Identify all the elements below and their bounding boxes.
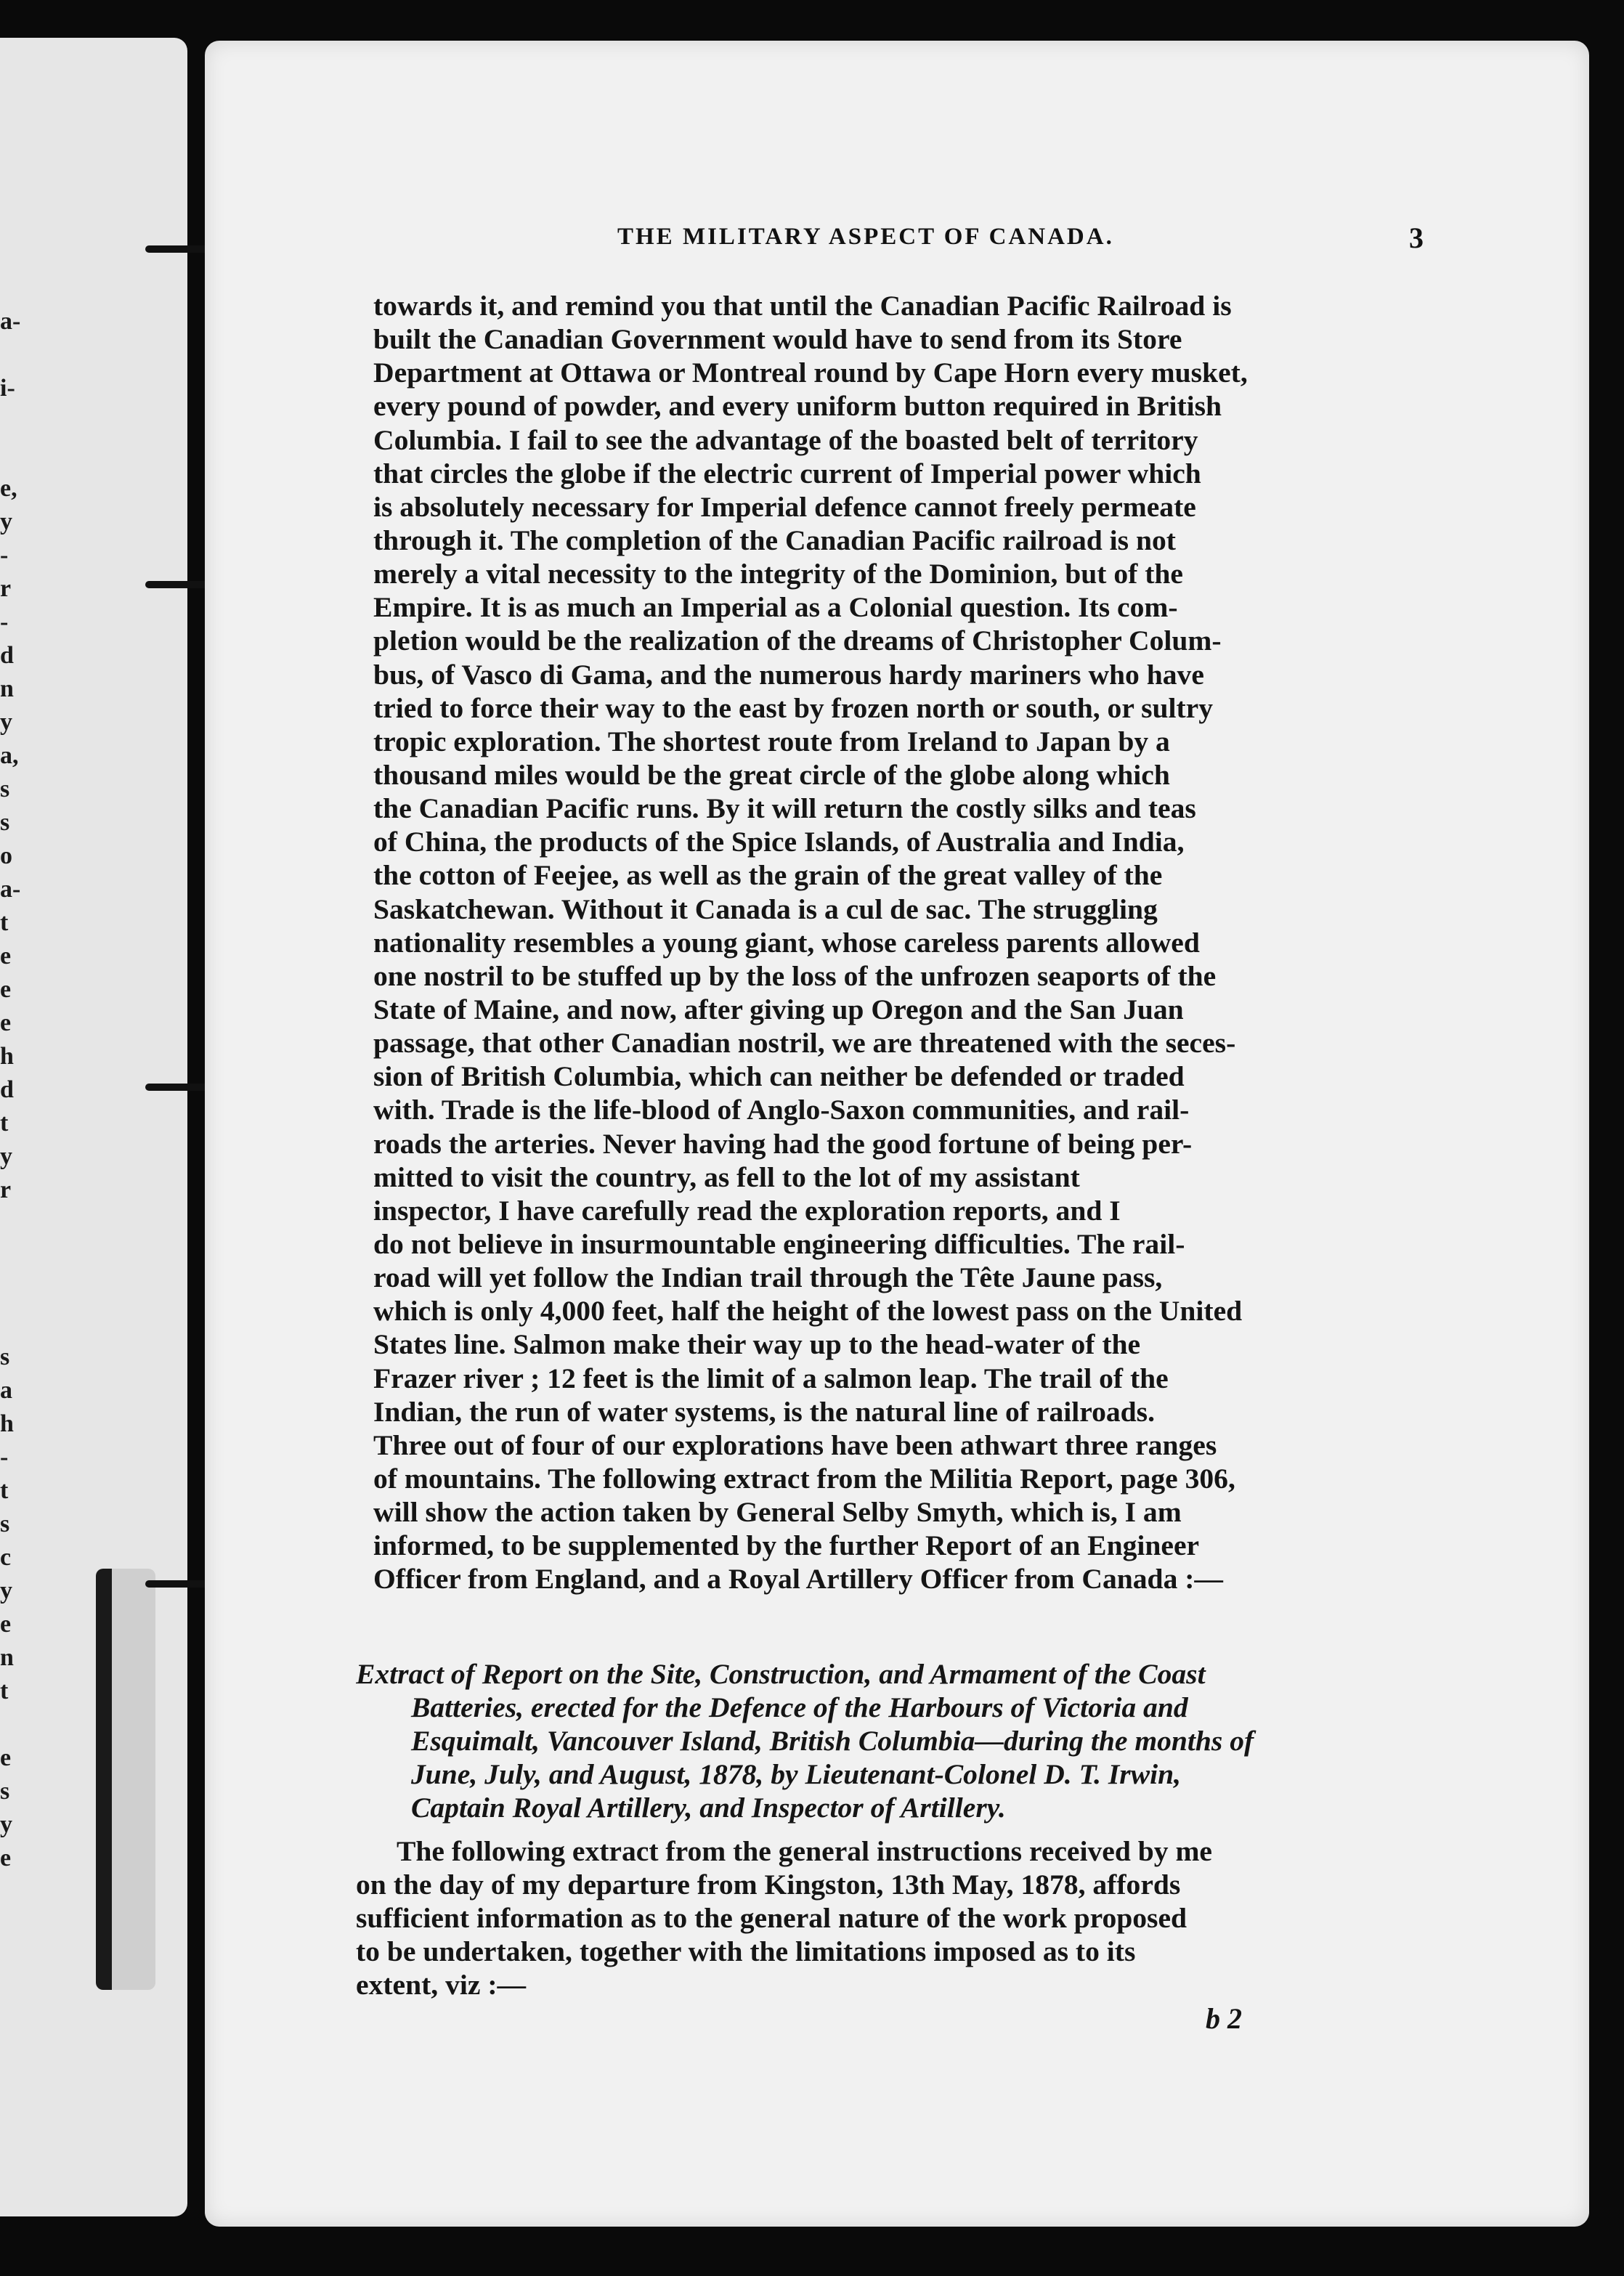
text-line: extent, viz :— <box>356 1969 527 2001</box>
margin-fragment <box>0 1274 29 1307</box>
text-line: Extract of Report on the Site, Construction, and Armament of the Coast <box>356 1658 1206 1690</box>
text-line: tropic exploration. The shortest route from Ireland to Japan by a <box>373 725 1170 757</box>
margin-fragment: a- <box>0 308 21 335</box>
text-line: nationality resembles a young giant, whose careless parents allowed <box>373 926 1200 959</box>
facing-page <box>0 38 187 2216</box>
extract-heading <box>356 1657 1422 1824</box>
margin-fragment: d <box>0 642 14 669</box>
margin-fragment <box>0 338 29 372</box>
body-paragraph <box>373 289 1423 1596</box>
margin-fragment: y <box>0 1143 12 1170</box>
text-line: Indian, the run of water systems, is the natural line of railroads. <box>373 1395 1155 1428</box>
text-line: State of Maine, and now, after giving up Oregon and the San Juan <box>373 993 1184 1025</box>
margin-fragment: c <box>0 1544 12 1571</box>
text-line: the Canadian Pacific runs. By it will return the costly silks and teas <box>373 792 1196 825</box>
text-line: with. Trade is the life-blood of Anglo-Saxon communities, and rail- <box>373 1094 1190 1126</box>
text-line: one nostril to be stuffed up by the loss of the unfrozen seaports of the <box>373 959 1217 992</box>
text-line: bus, of Vasco di Gama, and the numerous hardy mariners who have <box>373 658 1204 691</box>
margin-fragment: - <box>0 542 9 569</box>
margin-fragment: o <box>0 842 12 869</box>
margin-fragment: t <box>0 1678 9 1704</box>
margin-fragment <box>0 1708 29 1741</box>
text-line: mitted to visit the country, as fell to the lot of my assistant <box>373 1161 1080 1193</box>
margin-fragment: e <box>0 976 12 1003</box>
text-line: sion of British Columbia, which can neither be defended or traded <box>373 1060 1185 1093</box>
margin-fragment: a, <box>0 742 19 769</box>
text-line: roads the arteries. Never having had the good fortune of being per- <box>373 1127 1193 1160</box>
margin-fragment: r <box>0 1176 12 1203</box>
text-line: through it. The completion of the Canadian Pacific railroad is not <box>373 524 1176 556</box>
closing-paragraph <box>356 1834 1422 2001</box>
text-line: towards it, and remind you that until the Canadian Pacific Railroad is <box>373 290 1232 322</box>
margin-fragment: - <box>0 609 9 635</box>
text-line: Three out of four of our explorations have been athwart three ranges <box>373 1428 1217 1461</box>
margin-fragment: e, <box>0 475 17 502</box>
text-line: Empire. It is as much an Imperial as a Colonial question. Its com- <box>373 591 1178 624</box>
text-line: Department at Ottawa or Montreal round by Cape Horn every musket, <box>373 357 1248 389</box>
text-line: on the day of my departure from Kingston, 13th May, 1878, affords <box>356 1869 1181 1901</box>
margin-fragment: t <box>0 909 9 936</box>
margin-fragment: e <box>0 1009 12 1036</box>
margin-fragment <box>0 1207 29 1240</box>
margin-fragment: s <box>0 1511 10 1537</box>
signature-mark: b 2 <box>1206 2002 1242 2035</box>
text-line: passage, that other Canadian nostril, we are threatened with the seces- <box>373 1027 1236 1060</box>
margin-fragment: s <box>0 776 10 802</box>
margin-fragment: a- <box>0 876 21 903</box>
margin-fragment: n <box>0 1644 14 1671</box>
running-header-title: THE MILITARY ASPECT OF CANADA. <box>617 224 1114 250</box>
text-line: Saskatchewan. Without it Canada is a cul de sac. The struggling <box>373 893 1158 925</box>
text-line: States line. Salmon make their way up to the head-water of the <box>373 1328 1141 1361</box>
text-line: Frazer river ; 12 feet is the limit of a salmon leap. The trail of the <box>373 1362 1169 1394</box>
margin-fragment: a <box>0 1377 12 1404</box>
margin-fragment <box>0 439 29 472</box>
text-line: will show the action taken by General Selby Smyth, which is, I am <box>373 1496 1182 1529</box>
margin-fragment: s <box>0 1778 10 1805</box>
text-line: inspector, I have carefully read the exploration reports, and I <box>373 1194 1121 1227</box>
margin-fragment: y <box>0 1577 12 1604</box>
text-line: June, July, and August, 1878, by Lieutenant-Colonel D. T. Irwin, <box>411 1758 1182 1790</box>
margin-fragment: e <box>0 1744 12 1771</box>
text-line: thousand miles would be the great circle of the globe along which <box>373 758 1170 791</box>
margin-fragment: h <box>0 1410 14 1437</box>
margin-fragment: n <box>0 675 14 702</box>
margin-fragment <box>0 1307 29 1341</box>
text-line: built the Canadian Government would have to send from its Store <box>373 323 1182 356</box>
text-line: road will yet follow the Indian trail through the Tête Jaune pass, <box>373 1261 1163 1294</box>
text-line: which is only 4,000 feet, half the height of the lowest pass on the United <box>373 1295 1243 1328</box>
margin-fragment: - <box>0 1444 9 1471</box>
margin-fragment: d <box>0 1076 14 1103</box>
text-line: of mountains. The following extract from the Militia Report, page 306, <box>373 1462 1235 1495</box>
text-line: Columbia. I fail to see the advantage of the boasted belt of territory <box>373 423 1198 456</box>
margin-fragment: y <box>0 709 12 736</box>
margin-fragment: s <box>0 809 10 836</box>
text-line: informed, to be supplemented by the further Report of an Engineer <box>373 1529 1200 1562</box>
margin-fragment: r <box>0 575 12 602</box>
text-line: to be undertaken, together with the limitations imposed as to its <box>356 1935 1136 1967</box>
text-line: of China, the products of the Spice Islands, of Australia and India, <box>373 826 1185 858</box>
margin-fragment: s <box>0 1344 10 1370</box>
running-header <box>617 221 1424 260</box>
margin-fragment: e <box>0 1845 12 1871</box>
margin-fragment <box>0 1240 29 1274</box>
margin-fragment: y <box>0 508 12 535</box>
text-line: Batteries, erected for the Defence of the Harbours of Victoria and <box>411 1691 1188 1723</box>
text-line: pletion would be the realization of the dreams of Christopher Colum- <box>373 625 1222 657</box>
margin-fragment: i- <box>0 375 15 402</box>
margin-fragment: t <box>0 1477 9 1504</box>
text-line: The following extract from the general instructions received by me <box>397 1835 1212 1867</box>
text-line: Captain Royal Artillery, and Inspector of Artillery. <box>411 1792 1006 1824</box>
page-number: 3 <box>1409 221 1424 254</box>
margin-fragment: t <box>0 1110 9 1137</box>
text-line: merely a vital necessity to the integrity of the Dominion, but of the <box>373 558 1183 590</box>
margin-fragment: h <box>0 1043 14 1070</box>
facing-page-margin-text <box>0 305 29 1875</box>
text-line: every pound of powder, and every uniform button required in British <box>373 390 1222 423</box>
text-line: the cotton of Feejee, as well as the grain of the great valley of the <box>373 859 1163 892</box>
margin-fragment: y <box>0 1811 12 1838</box>
text-line: Officer from England, and a Royal Artillery Officer from Canada :— <box>373 1563 1224 1596</box>
margin-fragment <box>0 405 29 439</box>
text-line: Esquimalt, Vancouver Island, British Columbia—during the months of <box>411 1725 1254 1757</box>
margin-fragment: e <box>0 1611 12 1638</box>
text-line: is absolutely necessary for Imperial defence cannot freely permeate <box>373 490 1196 523</box>
margin-fragment: e <box>0 943 12 970</box>
text-line: sufficient information as to the general nature of the work proposed <box>356 1902 1187 1934</box>
text-line: tried to force their way to the east by frozen north or south, or sultry <box>373 691 1214 724</box>
text-line: do not believe in insurmountable engineering difficulties. The rail- <box>373 1227 1185 1260</box>
page-tear <box>96 1569 155 1990</box>
text-line: that circles the globe if the electric current of Imperial power which <box>373 457 1201 489</box>
